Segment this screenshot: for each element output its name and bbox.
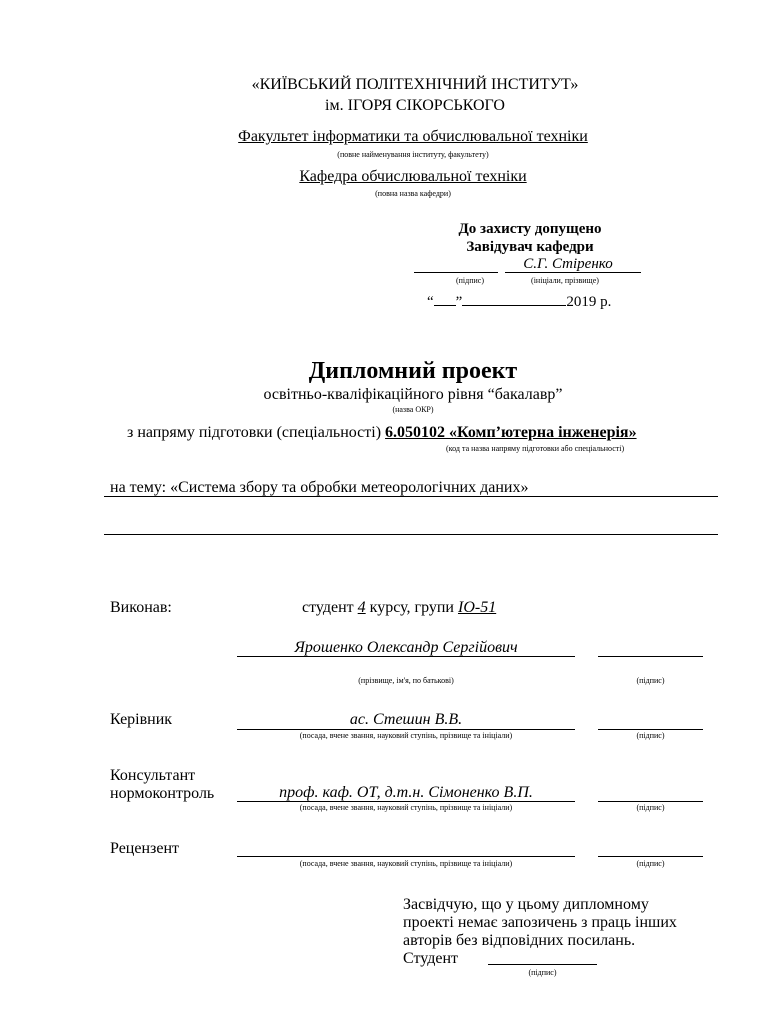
approval-date (427, 293, 611, 311)
course-number: 4 (357, 599, 366, 616)
date-open-quote: “ (427, 294, 434, 310)
consultant-label: Консультант (110, 767, 196, 784)
declaration-signature-line (488, 964, 597, 965)
supervisor-label: Керівник (110, 711, 173, 728)
consultant-signature-note: (підпис) (636, 803, 665, 812)
head-signature-note: (підпис) (455, 276, 484, 285)
qualification-level: освітньо-кваліфікаційного рівня “бакалавр” (263, 386, 563, 403)
direction-prefix: з напряму підготовки (спеціальності) (127, 424, 382, 441)
reviewer-name-line (237, 856, 575, 857)
group-code: ІО-51 (457, 599, 497, 616)
supervisor-name: ас. Стешин В.В. (349, 711, 463, 728)
supervisor-signature-note: (підпис) (636, 731, 665, 740)
supervisor-note: (посада, вчене звання, науковий ступінь, прізвище та ініціали) (299, 731, 513, 740)
approval-line2: Завідувач кафедри (466, 239, 594, 255)
faculty-note: (повне найменування інституту, факультету) (337, 150, 489, 159)
direction-code: 6.050102 «Комп’ютерна інженерія» (385, 424, 637, 441)
head-name: С.Г. Стіренко (523, 256, 613, 272)
qualification-level-note: (назва ОКР) (392, 405, 434, 414)
performer-signature-note: (підпис) (636, 676, 665, 685)
consultant-label-2: нормоконтроль (110, 785, 215, 802)
performer-course-group (302, 599, 496, 617)
department-note: (повна назва кафедри) (375, 189, 451, 198)
performer-name-line (237, 656, 575, 657)
declaration-line2: проекті немає запозичень з праць інших (403, 914, 677, 931)
supervisor-name-line (237, 729, 575, 730)
course-word: курсу, групи (369, 599, 454, 616)
declaration-signature-note: (підпис) (528, 968, 557, 977)
consultant-name: проф. каф. ОТ, д.т.н. Сімоненко В.П. (279, 784, 533, 801)
topic: на тему: «Система збору та обробки метеорологічних даних» (110, 479, 529, 496)
approval-year: 2019 р. (566, 294, 612, 310)
department-name: Кафедра обчислювальної техніки (299, 168, 527, 185)
supervisor-signature-line (598, 729, 703, 730)
direction-line (127, 424, 637, 442)
declaration-student-label: Студент (403, 950, 459, 967)
head-initials-note: (ініціали, прізвище) (531, 276, 599, 285)
student-word: студент (302, 599, 354, 616)
declaration-line3: авторів без відповідних посилань. (403, 932, 636, 949)
reviewer-label: Рецензент (110, 840, 179, 857)
performer-name-note: (прізвище, ім'я, по батькові) (358, 676, 454, 685)
head-signature-line (414, 272, 498, 273)
document-title: Дипломний проект (308, 358, 518, 384)
faculty-name: Факультет інформатики та обчислювальної техніки (238, 128, 588, 145)
consultant-name-line (237, 801, 575, 802)
topic-line-1 (104, 496, 718, 497)
date-close-quote: ” (455, 294, 463, 310)
performer-signature-line (598, 656, 703, 657)
performer-name: Ярошенко Олександр Сергійович (294, 639, 518, 656)
direction-note: (код та назва напряму підготовки або спеціальності) (446, 444, 625, 453)
reviewer-note: (посада, вчене звання, науковий ступінь, прізвище та ініціали) (299, 859, 513, 868)
reviewer-signature-note: (підпис) (636, 859, 665, 868)
institute-named-after: ім. ІГОРЯ СІКОРСЬКОГО (325, 97, 505, 114)
declaration-line1: Засвідчую, що у цьому дипломному (403, 896, 649, 913)
consultant-note: (посада, вчене звання, науковий ступінь, прізвище та ініціали) (299, 803, 513, 812)
reviewer-signature-line (598, 856, 703, 857)
institute-name: «КИЇВСЬКИЙ ПОЛІТЕХНІЧНИЙ ІНСТИТУТ» (251, 76, 579, 93)
topic-line-2 (104, 534, 718, 535)
consultant-signature-line (598, 801, 703, 802)
performer-label: Виконав: (110, 599, 172, 616)
approval-line1: До захисту допущено (458, 221, 602, 237)
